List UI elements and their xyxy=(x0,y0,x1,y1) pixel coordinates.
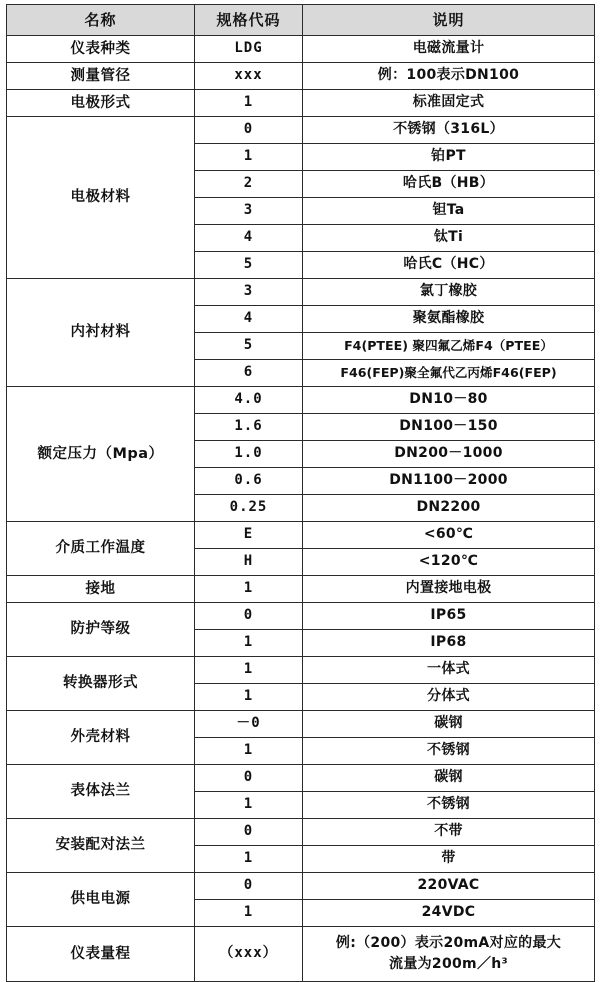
row-description-cell: F46(FEP)聚全氟代乙丙烯F46(FEP) xyxy=(303,360,595,387)
table-row xyxy=(7,279,595,306)
row-description-cell: 聚氨酯橡胶 xyxy=(303,306,595,333)
row-name-cell: 测量管径 xyxy=(7,63,195,90)
row-code-cell: 0.6 xyxy=(195,468,303,495)
table-row xyxy=(7,603,595,630)
row-code-cell: H xyxy=(195,549,303,576)
row-code-cell: 1.6 xyxy=(195,414,303,441)
row-name-cell: 转换器形式 xyxy=(7,657,195,711)
row-code-cell: 0 xyxy=(195,117,303,144)
row-description-cell: DN100－150 xyxy=(303,414,595,441)
row-name-cell: 额定压力（Mpa） xyxy=(7,387,195,522)
row-description-cell: DN2200 xyxy=(303,495,595,522)
row-name-cell: 内衬材料 xyxy=(7,279,195,387)
row-description-cell xyxy=(303,927,595,982)
row-description-cell: 钽Ta xyxy=(303,198,595,225)
specification-table xyxy=(6,4,595,982)
row-description-cell: 电磁流量计 xyxy=(303,36,595,63)
row-code-cell: 2 xyxy=(195,171,303,198)
row-description-cell: 例：100表示DN100 xyxy=(303,63,595,90)
table-row xyxy=(7,90,595,117)
header-row xyxy=(7,5,595,36)
row-code-cell: 4 xyxy=(195,225,303,252)
row-name-cell: 表体法兰 xyxy=(7,765,195,819)
table-row xyxy=(7,117,595,144)
row-code-cell: 1 xyxy=(195,630,303,657)
row-code-cell: 5 xyxy=(195,333,303,360)
row-description-cell: 钛Ti xyxy=(303,225,595,252)
table-row xyxy=(7,711,595,738)
row-code-cell: 1 xyxy=(195,576,303,603)
row-name-cell: 外壳材料 xyxy=(7,711,195,765)
description-line: 例:（200）表示20mA对应的最大 xyxy=(335,935,562,951)
row-code-cell: 0 xyxy=(195,873,303,900)
row-description-cell: F4(PTEE) 聚四氟乙烯F4（PTEE） xyxy=(303,333,595,360)
row-code-cell: 1 xyxy=(195,657,303,684)
row-description-cell: DN200－1000 xyxy=(303,441,595,468)
row-description-cell: IP65 xyxy=(303,603,595,630)
table-row xyxy=(7,387,595,414)
table-header xyxy=(7,5,595,36)
row-description-cell: 不带 xyxy=(303,819,595,846)
row-description-cell: 一体式 xyxy=(303,657,595,684)
row-code-cell: E xyxy=(195,522,303,549)
row-code-cell: 1 xyxy=(195,792,303,819)
row-code-cell: 4 xyxy=(195,306,303,333)
row-name-cell: 仪表种类 xyxy=(7,36,195,63)
row-code-cell: 1 xyxy=(195,144,303,171)
row-description-cell: 铂PT xyxy=(303,144,595,171)
row-code-cell: 0 xyxy=(195,603,303,630)
row-description-cell: 不锈钢 xyxy=(303,738,595,765)
row-name-cell: 安装配对法兰 xyxy=(7,819,195,873)
row-code-cell: 4.0 xyxy=(195,387,303,414)
row-code-cell: （xxx） xyxy=(195,927,303,982)
row-code-cell: 1 xyxy=(195,900,303,927)
table-row xyxy=(7,819,595,846)
row-description-cell: 氯丁橡胶 xyxy=(303,279,595,306)
row-description-cell: 带 xyxy=(303,846,595,873)
row-code-cell: －0 xyxy=(195,711,303,738)
row-code-cell: 1 xyxy=(195,684,303,711)
row-description-cell: 哈氏C（HC） xyxy=(303,252,595,279)
column-header-code: 规格代码 xyxy=(195,5,303,36)
description-line: 流量为200m／h³ xyxy=(389,956,508,972)
row-description-cell: 哈氏B（HB） xyxy=(303,171,595,198)
row-code-cell: 3 xyxy=(195,279,303,306)
row-code-cell: 1 xyxy=(195,90,303,117)
row-description-cell: IP68 xyxy=(303,630,595,657)
row-description-cell: 220VAC xyxy=(303,873,595,900)
table-row xyxy=(7,576,595,603)
table-row xyxy=(7,63,595,90)
table-row xyxy=(7,765,595,792)
table-row xyxy=(7,36,595,63)
row-code-cell: 6 xyxy=(195,360,303,387)
table-row xyxy=(7,657,595,684)
row-code-cell: LDG xyxy=(195,36,303,63)
row-description-cell: 24VDC xyxy=(303,900,595,927)
column-header-name: 名称 xyxy=(7,5,195,36)
row-description-cell: 内置接地电极 xyxy=(303,576,595,603)
row-description-cell: 分体式 xyxy=(303,684,595,711)
row-description-cell: <120℃ xyxy=(303,549,595,576)
row-description-cell: DN10－80 xyxy=(303,387,595,414)
row-code-cell: 1 xyxy=(195,846,303,873)
table-row xyxy=(7,522,595,549)
row-description-cell: 碳钢 xyxy=(303,711,595,738)
row-description-cell: DN1100－2000 xyxy=(303,468,595,495)
row-description-cell: 标准固定式 xyxy=(303,90,595,117)
row-code-cell: xxx xyxy=(195,63,303,90)
column-header-description: 说明 xyxy=(303,5,595,36)
row-code-cell: 1 xyxy=(195,738,303,765)
row-code-cell: 5 xyxy=(195,252,303,279)
table-row xyxy=(7,873,595,900)
row-code-cell: 1.0 xyxy=(195,441,303,468)
row-code-cell: 0.25 xyxy=(195,495,303,522)
row-description-cell: 碳钢 xyxy=(303,765,595,792)
table-body xyxy=(7,36,595,982)
row-name-cell: 供电电源 xyxy=(7,873,195,927)
row-name-cell: 电极形式 xyxy=(7,90,195,117)
row-name-cell: 电极材料 xyxy=(7,117,195,279)
row-name-cell: 介质工作温度 xyxy=(7,522,195,576)
row-name-cell: 仪表量程 xyxy=(7,927,195,982)
row-description-cell: 不锈钢 xyxy=(303,792,595,819)
row-code-cell: 0 xyxy=(195,819,303,846)
row-description-cell: <60℃ xyxy=(303,522,595,549)
table-row xyxy=(7,927,595,982)
row-code-cell: 0 xyxy=(195,765,303,792)
row-name-cell: 防护等级 xyxy=(7,603,195,657)
row-code-cell: 3 xyxy=(195,198,303,225)
row-description-cell: 不锈钢（316L） xyxy=(303,117,595,144)
row-name-cell: 接地 xyxy=(7,576,195,603)
